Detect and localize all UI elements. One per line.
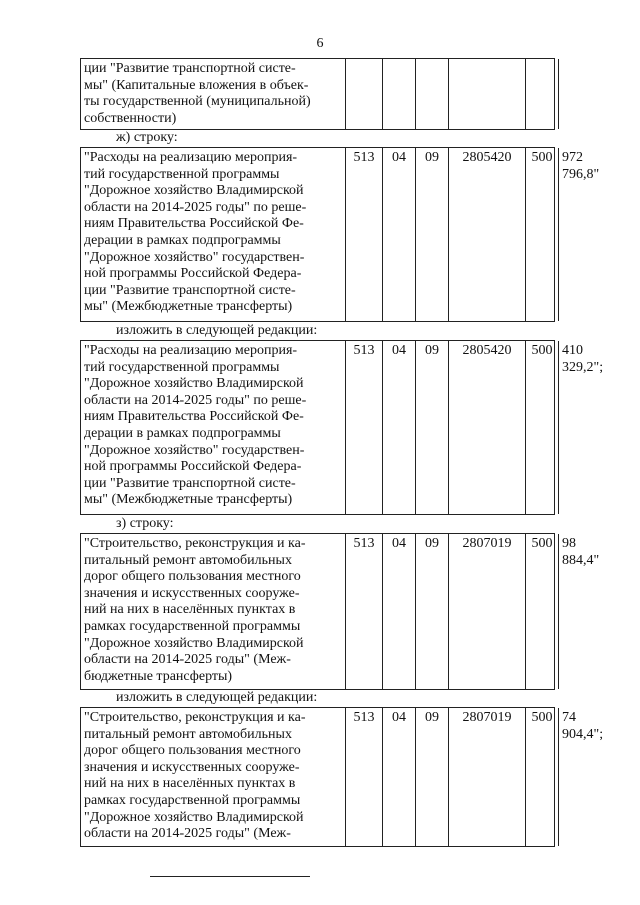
table-row-zh-new: "Расходы на реализацию мероприя- тий государственной программы "Дорожное хозяйство Владимирской области на 2014-2025 годы" по реше- ниям Правительства Российской Фе- дерации в рамках подпрограммы "Дорожное хозяйство" государствен- ной программы Российской Федера- ции "Развитие транспортной систе- мы" (Межбюджетные трансферты) 513 04 09 2805420 500 410 329,2"; [80, 340, 555, 515]
row-name: "Расходы на реализацию мероприя- тий государственной программы "Дорожное хозяйство Владимирской области на 2014-2025 годы" по реше- ниям Правительства Российской Фе- дерации в рамках подпрограммы "Дорожное хозяйство" государствен- ной программы Российской Федера- ции "Развитие транспортной систе- мы" (Межбюджетные трансферты) [84, 343, 307, 508]
code-section: 04 [383, 341, 416, 514]
code-ministry [346, 59, 383, 129]
code-target: 2805420 [449, 148, 526, 321]
code-subsection: 09 [416, 148, 449, 321]
row-name: ции "Развитие транспортной систе- мы" (Капитальные вложения в объек- ты государственной (муниципальной) собственности) [84, 61, 311, 126]
caption-new-edition-2: изложить в следующей редакции: [116, 690, 318, 705]
code-section [383, 59, 416, 129]
code-expense-type: 500 [526, 534, 559, 689]
code-target: 2807019 [449, 708, 526, 846]
row-name: "Строительство, реконструкция и ка- питальный ремонт автомобильных дорог общего пользования местного значения и искусственных сооруже- ний на них в населённых пунктах в рамках государственной программы "Дорожное хозяйство Владимирской области на 2014-2025 годы" (Меж- [84, 710, 306, 842]
code-expense-type [526, 59, 559, 129]
row-name: "Строительство, реконструкция и ка- питальный ремонт автомобильных дорог общего пользования местного значения и искусственных сооруже- ний на них в населённых пунктах в рамках государственной программы "Дорожное хозяйство Владимирской области на 2014-2025 годы" (Меж- бюджетные трансферты) [84, 536, 306, 684]
code-subsection [416, 59, 449, 129]
table-row-z-new: "Строительство, реконструкция и ка- питальный ремонт автомобильных дорог общего пользования местного значения и искусственных сооруже- ний на них в населённых пунктах в рамках государственной программы "Дорожное хозяйство Владимирской области на 2014-2025 годы" (Меж- 513 04 09 2807019 500 74 904,4"; [80, 707, 555, 847]
row-name: "Расходы на реализацию мероприя- тий государственной программы "Дорожное хозяйство Владимирской области на 2014-2025 годы" по реше- ниям Правительства Российской Фе- дерации в рамках подпрограммы "Дорожное хозяйство" государствен- ной программы Российской Федера- ции "Развитие транспортной систе- мы" (Межбюджетные трансферты) [84, 150, 307, 315]
code-ministry: 513 [346, 148, 383, 321]
page-number: 6 [316, 36, 324, 51]
code-ministry: 513 [346, 708, 383, 846]
code-target: 2807019 [449, 534, 526, 689]
table-row-continuation [80, 58, 555, 130]
caption-zh: ж) строку: [116, 130, 178, 145]
code-section: 04 [383, 534, 416, 689]
code-section: 04 [383, 708, 416, 846]
code-target [449, 59, 526, 129]
code-ministry: 513 [346, 534, 383, 689]
code-expense-type: 500 [526, 341, 559, 514]
code-expense-type: 500 [526, 708, 559, 846]
code-ministry: 513 [346, 341, 383, 514]
code-subsection: 09 [416, 708, 449, 846]
code-expense-type: 500 [526, 148, 559, 321]
code-target: 2805420 [449, 341, 526, 514]
code-subsection: 09 [416, 534, 449, 689]
table-row-zh: "Расходы на реализацию мероприя- тий государственной программы "Дорожное хозяйство Владимирской области на 2014-2025 годы" по реше- ниям Правительства Российской Фе- дерации в рамках подпрограммы "Дорожное хозяйство" государствен- ной программы Российской Федера- ции "Развитие транспортной систе- мы" (Межбюджетные трансферты) 513 04 09 2805420 500 972 796,8" [80, 147, 555, 322]
code-subsection: 09 [416, 341, 449, 514]
code-section: 04 [383, 148, 416, 321]
caption-new-edition-1: изложить в следующей редакции: [116, 323, 318, 338]
caption-z: з) строку: [116, 516, 174, 531]
table-row-z: "Строительство, реконструкция и ка- питальный ремонт автомобильных дорог общего пользования местного значения и искусственных сооруже- ний на них в населённых пунктах в рамках государственной программы "Дорожное хозяйство Владимирской области на 2014-2025 годы" (Меж- бюджетные трансферты) 513 04 09 2807019 500 98 884,4" [80, 533, 555, 690]
bottom-scan-rule [150, 876, 310, 877]
